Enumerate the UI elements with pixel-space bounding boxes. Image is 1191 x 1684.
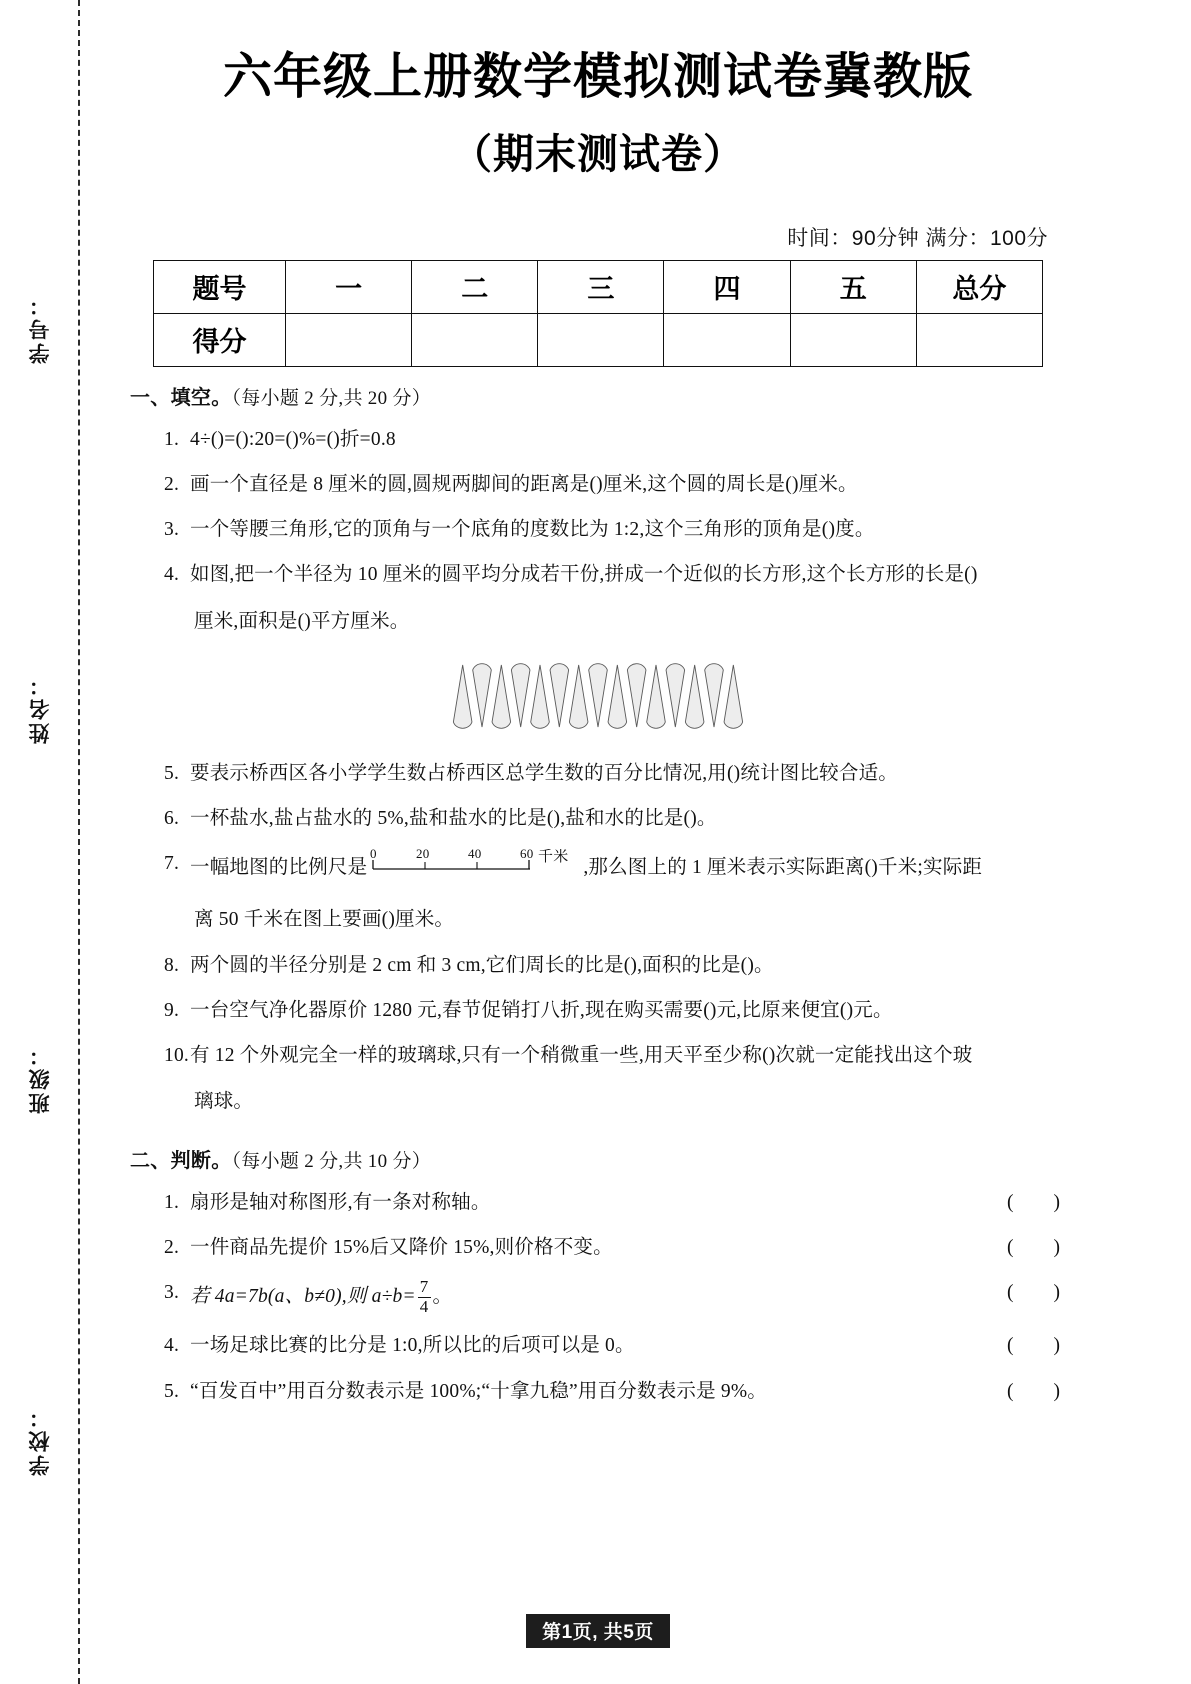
score-table-row-label-1: 得分 (154, 313, 286, 366)
question-1-6 (164, 804, 1078, 834)
question-text: )统计图比较合适。 (733, 762, 898, 784)
question-2-3 (164, 1278, 1078, 1316)
question-2-2 (164, 1233, 1078, 1263)
question-number: 6. (164, 808, 180, 830)
question-text: “百发百中”用百分数表示是 100%;“十拿九稳”用百分数表示是 9%。 (190, 1380, 767, 1402)
question-number: 10. (164, 1045, 189, 1067)
question-text: )厘米。 (791, 473, 858, 495)
score-input-cell-0[interactable] (286, 313, 412, 366)
section-one-title: 一、填空。 (130, 386, 232, 409)
true-false-answer-box[interactable]: ( ) (1007, 1282, 1060, 1303)
circle-wedge (589, 664, 608, 727)
question-text: )=( (217, 428, 243, 450)
circle-wedge (531, 665, 550, 728)
section-heading-true-false (130, 1144, 1078, 1173)
page-title: 六年级上册数学模拟测试卷冀教版 (222, 50, 973, 104)
question-number: 5. (164, 762, 180, 784)
score-table (153, 260, 1043, 367)
question-text: 一场足球比赛的比分是 1:0,所以比的后项可以是 0。 (190, 1335, 635, 1357)
question-text: ):20=( (242, 428, 293, 450)
question-number: 9. (164, 999, 180, 1021)
question-text: 一件商品先提价 15%后又降价 15%,则价格不变。 (190, 1236, 613, 1258)
side-label-student-id: 学号： (29, 292, 52, 364)
question-text: ) (970, 564, 978, 586)
question-1-3 (164, 515, 1078, 545)
side-label-school: 学校： (29, 1404, 52, 1476)
side-label-name: 姓名： (29, 672, 52, 744)
true-false-answer-box[interactable]: ( ) (1007, 1335, 1060, 1357)
question-1-2 (164, 470, 1078, 500)
table-row-scores (154, 313, 1043, 366)
circle-wedge (627, 664, 646, 727)
table-row-question-numbers (154, 260, 1043, 313)
question-number: 4. (164, 564, 180, 586)
circle-wedge (511, 664, 530, 727)
question-number: 5. (164, 1380, 180, 1402)
scale-tick-1: 20 (416, 849, 430, 862)
question-number: 2. (164, 473, 180, 495)
score-table-col-0: 一 (286, 260, 412, 313)
score-table-col-5: 总分 (916, 260, 1042, 313)
score-table-col-2: 三 (538, 260, 664, 313)
true-false-answer-box[interactable]: ( ) (1007, 1380, 1060, 1402)
circle-wedge (685, 665, 704, 728)
fraction-seven-fourths (418, 1278, 431, 1316)
question-1-9 (164, 996, 1078, 1026)
fraction-numerator: 7 (419, 1277, 429, 1296)
fraction-denominator: 4 (419, 1296, 429, 1316)
section-two-points: （每小题 2 分,共 10 分） (231, 1150, 432, 1172)
question-1-5 (164, 759, 1078, 789)
scale-tick-2: 40 (468, 849, 482, 862)
question-number: 3. (164, 519, 180, 541)
circle-wedge (569, 665, 588, 728)
question-text: ),面积的比是( (630, 954, 748, 976)
section-one-points: （每小题 2 分,共 20 分） (231, 387, 432, 409)
map-scale-bar-svg (370, 849, 580, 879)
score-table-col-1: 二 (412, 260, 538, 313)
question-text: 4÷( (190, 428, 218, 450)
true-false-answer-box[interactable]: ( ) (1007, 1236, 1060, 1258)
question-number: 8. (164, 954, 180, 976)
score-input-cell-4[interactable] (790, 313, 916, 366)
circle-wedge (473, 664, 492, 727)
score-table-row-label-0: 题号 (154, 260, 286, 313)
score-input-cell-1[interactable] (412, 313, 538, 366)
question-number: 1. (164, 428, 180, 450)
question-text: )厘米。 (388, 909, 455, 931)
figure-circle-to-rectangle (118, 659, 1078, 744)
circle-wedge (666, 664, 685, 727)
question-text: 一个等腰三角形,它的顶角与一个底角的度数比为 1:2,这个三角形的顶角是( (190, 519, 829, 541)
question-1-8 (164, 951, 1078, 981)
circle-wedge (705, 664, 724, 727)
question-number: 1. (164, 1191, 180, 1213)
map-scale-bar (370, 849, 580, 889)
question-text: )%=( (292, 428, 334, 450)
exam-meta: 时间：90分钟 满分：100分 (787, 226, 1048, 250)
question-number: 4. (164, 1335, 180, 1357)
question-text: 一杯盐水,盐占盐水的 5%,盐和盐水的比是( (190, 808, 554, 830)
side-label-class: 班级： (29, 1042, 52, 1114)
side-label-column (18, 0, 76, 1684)
scale-unit-label: 千米 (538, 849, 569, 866)
exam-paper-body (118, 0, 1078, 1684)
question-text: 两个圆的半径分别是 2 cm 和 3 cm,它们周长的比是( (190, 954, 631, 976)
question-text: )次就一定能找出这个玻 (768, 1045, 973, 1067)
question-text: )。 (747, 954, 774, 976)
question-text: )折=0.8 (333, 428, 396, 450)
score-table-col-4: 五 (790, 260, 916, 313)
question-number: 2. (164, 1236, 180, 1258)
question-text: )元,比原来便宜( (709, 999, 847, 1021)
question-text: ,那么图上的 1 厘米表示实际距离( (583, 857, 872, 879)
question-number: 7. (164, 853, 180, 875)
true-false-answer-box[interactable]: ( ) (1007, 1191, 1060, 1213)
page-footer (118, 1614, 1078, 1648)
circle-wedge (647, 665, 666, 728)
score-input-cell-3[interactable] (664, 313, 790, 366)
question-text: 离 50 千米在图上要画( (194, 909, 389, 931)
question-text: 厘米,面积是( (194, 610, 305, 632)
question-continuation (190, 905, 1078, 935)
circle-wedges-svg (448, 659, 748, 739)
question-text: 如图,把一个半径为 10 厘米的圆平均分成若干份,拼成一个近似的长方形,这个长方形的长是( (190, 564, 971, 586)
score-input-cell-2[interactable] (538, 313, 664, 366)
question-text: )厘米,这个圆的周长是( (596, 473, 792, 495)
page-number-badge: 第1页, 共5页 (526, 1614, 670, 1648)
circle-wedge (550, 664, 569, 727)
page-subtitle: （期末测试卷） (451, 130, 745, 177)
question-2-5 (164, 1377, 1078, 1407)
question-1-10 (164, 1041, 1078, 1117)
question-text: 有 12 个外观完全一样的玻璃球,只有一个稍微重一些,用天平至少称( (190, 1045, 769, 1067)
question-continuation (190, 607, 1078, 637)
question-2-4 (164, 1331, 1078, 1361)
score-input-cell-5[interactable] (916, 313, 1042, 366)
question-number: 3. (164, 1282, 180, 1303)
question-text: ),盐和水的比是( (553, 808, 691, 830)
question-text: 若 4a=7b(a、b≠0),则 a÷b= (190, 1285, 416, 1307)
question-text: )度。 (828, 519, 875, 541)
section-heading-fill-in-blank (130, 381, 1078, 410)
score-table-col-3: 四 (664, 260, 790, 313)
question-text: )千米;实际距 (871, 857, 983, 879)
question-2-1 (164, 1188, 1078, 1218)
circle-wedge (724, 665, 743, 728)
circle-wedge (453, 665, 472, 728)
question-text: 扇形是轴对称图形,有一条对称轴。 (190, 1191, 491, 1213)
circle-wedge (492, 665, 511, 728)
question-text: 一台空气净化器原价 1280 元,春节促销打八折,现在购买需要( (190, 999, 710, 1021)
question-continuation: 璃球。 (194, 1091, 254, 1113)
binding-dashed-line (78, 0, 80, 1684)
question-1-1 (164, 425, 1078, 455)
section-two-title: 二、判断。 (130, 1149, 232, 1172)
question-text: 画一个直径是 8 厘米的圆,圆规两脚间的距离是( (190, 473, 597, 495)
question-text: 。 (432, 1285, 453, 1307)
question-text: 一幅地图的比例尺是 (190, 857, 368, 879)
question-text: )。 (690, 808, 717, 830)
question-1-4 (164, 560, 1078, 636)
question-1-7 (164, 849, 1078, 935)
scale-tick-0: 0 (370, 849, 378, 862)
question-text: )平方厘米。 (304, 610, 410, 632)
question-text: 要表示桥西区各小学学生数占桥西区总学生数的百分比情况,用( (190, 762, 734, 784)
question-text: )元。 (846, 999, 893, 1021)
scale-tick-3: 60 (520, 849, 534, 862)
circle-wedge (608, 665, 627, 728)
